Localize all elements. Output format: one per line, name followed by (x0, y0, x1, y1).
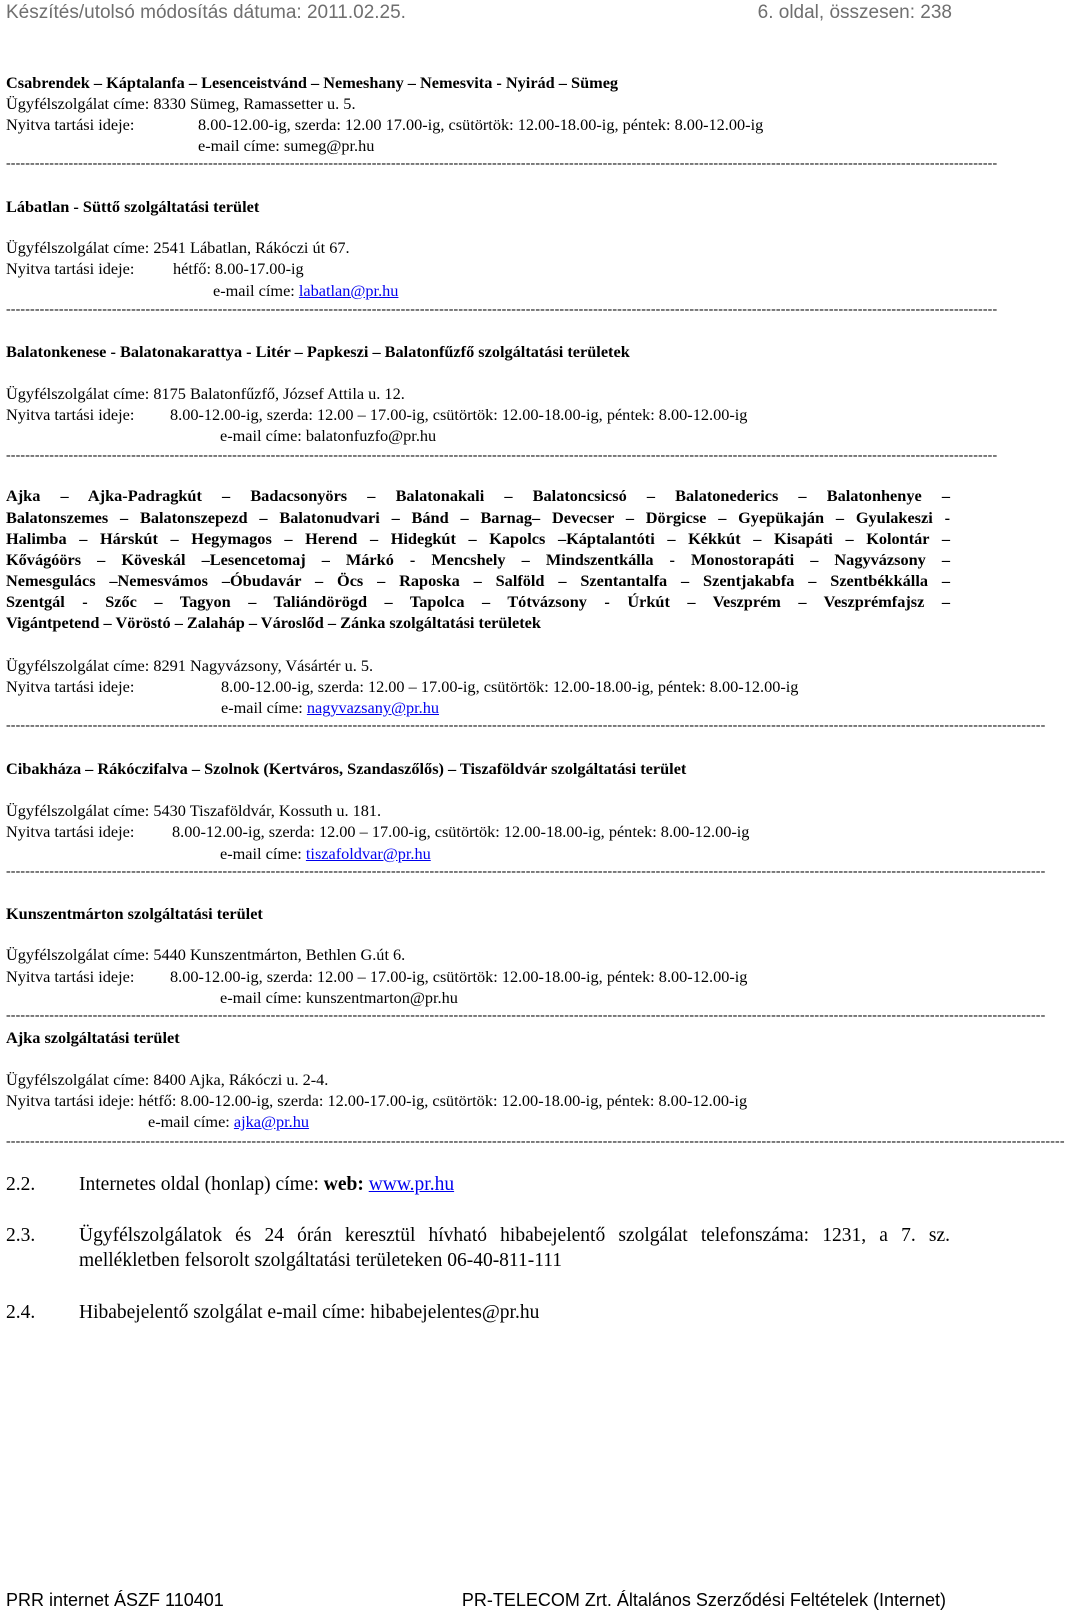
separator-line: ------------------------------------------------------------------------------------------------------------------------------------------------------------------------------------------------------------------------ (6, 1008, 1046, 1023)
footer-document-id: PRR internet ÁSZF 110401 (6, 1590, 224, 1610)
nagyvazsony-title-line-4: Kővágóörs – Köveskál –Lesencetomaj – Márkó - Mencshely – Mindszentkálla - Monostorapáti – Nagyvázsony – (6, 550, 950, 569)
sumeg-hours-label: Nyitva tartási ideje: (6, 115, 135, 134)
page-header (6, 2, 952, 30)
balatonfuzfo-hours-row (6, 404, 748, 425)
nagyvazsony-email-link[interactable]: nagyvazsany@pr.hu (306, 698, 439, 717)
kunszentmarton-email[interactable]: kunszentmarton@pr.hu (305, 988, 458, 1007)
sumeg-email-label: e-mail címe: (198, 136, 284, 155)
nagyvazsony-title-line-5: Nemesgulács –Nemesvámos –Óbudavár – Öcs – Raposka – Salföld – Szentantalfa – Szentjakabfa – Szentbékkálla – (6, 571, 950, 590)
nagyvazsony-email-label: e-mail címe: (221, 698, 307, 717)
nagyvazsony-title-line-1: Ajka – Ajka-Padragkút – Badacsonyörs – Balatonakali – Balatoncsicsó – Balatonederics – Balatonhenye – (6, 486, 950, 505)
sumeg-address: Ügyfélszolgálat címe: 8330 Sümeg, Ramassetter u. 5. (6, 94, 356, 113)
kunszentmarton-email-row (220, 987, 458, 1008)
labatlan-hours-row (6, 258, 304, 279)
balatonfuzfo-hours: 8.00-12.00-ig, szerda: 12.00 – 17.00-ig, csütörtök: 12.00-18.00-ig, péntek: 8.00-12.00-ig (170, 405, 748, 424)
page-footer (6, 1590, 946, 1616)
tiszafoldvar-email-label: e-mail címe: (220, 844, 306, 863)
tiszafoldvar-address: Ügyfélszolgálat címe: 5430 Tiszaföldvár, Kossuth u. 181. (6, 801, 382, 820)
kunszentmarton-title: Kunszentmárton szolgáltatási terület (6, 904, 263, 923)
kunszentmarton-email-label: e-mail címe: (220, 988, 306, 1007)
separator-line: ---------------------------------------------------------------------------------------------------------------------------------------------------------------------------------------------------------------------------- (6, 1134, 1065, 1149)
tiszafoldvar-email-row (220, 843, 431, 864)
sumeg-email-row (198, 135, 374, 156)
tiszafoldvar-hours-label: Nyitva tartási ideje: (6, 822, 135, 841)
section-2-2-web-label: web: (323, 1174, 364, 1195)
nagyvazsony-address: Ügyfélszolgálat címe: 8291 Nagyvázsony, Vásártér u. 5. (6, 656, 374, 675)
section-2-2-label: Internetes oldal (honlap) címe: (79, 1174, 324, 1195)
nagyvazsony-hours-row (6, 676, 799, 697)
kunszentmarton-hours-row (6, 966, 748, 987)
tiszafoldvar-hours: 8.00-12.00-ig, szerda: 12.00 – 17.00-ig, csütörtök: 12.00-18.00-ig, péntek: 8.00-12.00-ig (172, 822, 750, 841)
labatlan-email-label: e-mail címe: (213, 281, 299, 300)
nagyvazsony-hours: 8.00-12.00-ig, szerda: 12.00 – 17.00-ig, csütörtök: 12.00-18.00-ig, péntek: 8.00-12.00-ig (221, 677, 799, 696)
ajka-email-label: e-mail címe: (148, 1112, 234, 1131)
header-date: Készítés/utolsó módosítás dátuma: 2011.02.25. (6, 2, 406, 23)
balatonfuzfo-address: Ügyfélszolgálat címe: 8175 Balatonfűzfő, József Attila u. 12. (6, 384, 405, 403)
ajka-email-row (148, 1111, 309, 1132)
kunszentmarton-hours: 8.00-12.00-ig, szerda: 12.00 – 17.00-ig, csütörtök: 12.00-18.00-ig, péntek: 8.00-12.00-ig (170, 967, 748, 986)
kunszentmarton-address: Ügyfélszolgálat címe: 5440 Kunszentmárton, Bethlen G.út 6. (6, 945, 406, 964)
section-2-4-text: Hibabejelentő szolgálat e-mail címe: hibabejelentes@pr.hu (79, 1302, 540, 1323)
website-link[interactable]: www.pr.hu (368, 1174, 455, 1195)
separator-line: ------------------------------------------------------------------------------------------------------------------------------------------------------------------------------------------------------------------------ (6, 718, 1046, 733)
labatlan-email-row (213, 280, 398, 301)
nagyvazsony-title-line-3: Halimba – Hárskút – Hegymagos – Herend – Hidegkút – Kapolcs –Káptalantóti – Kékkút – Kisapáti – Kolontár – (6, 529, 950, 548)
ajka-hours: Nyitva tartási ideje: hétfő: 8.00-12.00-ig, szerda: 12.00-17.00-ig, csütörtök: 12.00-18.00-ig, péntek: 8.00-12.00-ig (6, 1091, 748, 1110)
nagyvazsony-title-line-2: Balatonszemes – Balatonszepezd – Balatonudvari – Bánd – Barnag– Devecser – Dörgicse – Gyepükaján – Gyulakeszi - (6, 508, 950, 527)
tiszafoldvar-title: Cibakháza – Rákóczifalva – Szolnok (Kertváros, Szandaszőlős) – Tiszaföldvár szolgáltatási terület (6, 759, 687, 778)
sumeg-hours-row (6, 114, 764, 135)
balatonfuzfo-email-label: e-mail címe: (220, 426, 306, 445)
balatonfuzfo-email[interactable]: balatonfuzfo@pr.hu (305, 426, 437, 445)
nagyvazsony-title-line-7: Vigántpetend – Vöröstó – Zalaháp – Városlőd – Zánka szolgáltatási területek (6, 613, 541, 632)
section-2-2-number: 2.2. (6, 1174, 36, 1195)
sumeg-email[interactable]: sumeg@pr.hu (283, 136, 375, 155)
separator-line: -------------------------------------------------------------------------------------------------------------------------------------------------------------------------------------------------------------- (6, 448, 998, 463)
section-2-3-number: 2.3. (6, 1225, 36, 1246)
sumeg-title: Csabrendek – Káptalanfa – Lesenceistvánd – Nemeshany – Nemesvita - Nyirád – Sümeg (6, 73, 619, 92)
sumeg-hours: 8.00-12.00-ig, szerda: 12.00 17.00-ig, csütörtök: 12.00-18.00-ig, péntek: 8.00-12.00-ig (198, 115, 764, 134)
ajka-title: Ajka szolgáltatási terület (6, 1028, 180, 1047)
ajka-address: Ügyfélszolgálat címe: 8400 Ajka, Rákóczi u. 2-4. (6, 1070, 329, 1089)
labatlan-hours-label: Nyitva tartási ideje: (6, 259, 135, 278)
footer-company: PR-TELECOM Zrt. Általános Szerződési Feltételek (Internet) (461, 1590, 946, 1610)
balatonfuzfo-email-row (220, 425, 436, 446)
labatlan-title: Lábatlan - Süttő szolgáltatási terület (6, 197, 260, 216)
balatonfuzfo-hours-label: Nyitva tartási ideje: (6, 405, 135, 424)
separator-line: -------------------------------------------------------------------------------------------------------------------------------------------------------------------------------------------------------------- (6, 302, 998, 317)
kunszentmarton-hours-label: Nyitva tartási ideje: (6, 967, 135, 986)
section-2-4-number: 2.4. (6, 1302, 36, 1323)
separator-line: ------------------------------------------------------------------------------------------------------------------------------------------------------------------------------------------------------------------------ (6, 864, 1046, 879)
section-2-3-text: Ügyfélszolgálatok és 24 órán keresztül hívható hibabejelentő szolgálat telefonszáma: 1231, a 7. sz. mellékletben felsorolt szolgáltatási területeken 06-40-811-111 (79, 1225, 950, 1271)
nagyvazsony-title-line-6: Szentgál - Szőc – Tagyon – Taliándörögd – Tapolca – Tótvázsony - Úrkút – Veszprém – Veszprémfajsz – (6, 592, 950, 611)
balatonfuzfo-title: Balatonkenese - Balatonakarattya - Litér – Papkeszi – Balatonfűzfő szolgáltatási területek (6, 342, 630, 361)
labatlan-address: Ügyfélszolgálat címe: 2541 Lábatlan, Rákóczi út 67. (6, 238, 350, 257)
ajka-email-link[interactable]: ajka@pr.hu (233, 1112, 310, 1131)
separator-line: -------------------------------------------------------------------------------------------------------------------------------------------------------------------------------------------------------------- (6, 156, 998, 171)
section-2-2-text (79, 1172, 454, 1198)
labatlan-hours: hétfő: 8.00-17.00-ig (173, 259, 304, 278)
tiszafoldvar-email-link[interactable]: tiszafoldvar@pr.hu (305, 844, 431, 863)
nagyvazsony-hours-label: Nyitva tartási ideje: (6, 677, 135, 696)
labatlan-email-link[interactable]: labatlan@pr.hu (298, 281, 399, 300)
header-page-number: 6. oldal, összesen: 238 (757, 2, 952, 23)
tiszafoldvar-hours-row (6, 821, 750, 842)
nagyvazsony-email-row (221, 697, 439, 718)
